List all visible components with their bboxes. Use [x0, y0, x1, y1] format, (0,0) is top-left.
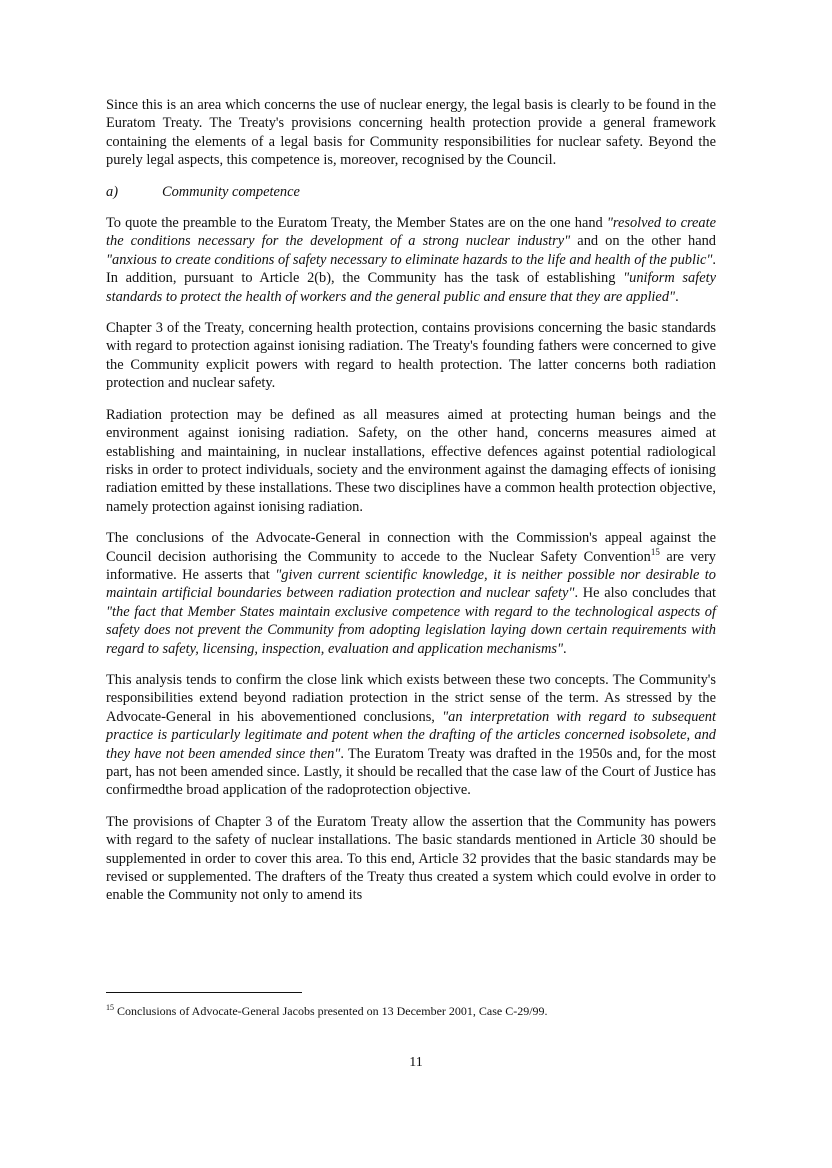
paragraph: [106, 813, 716, 905]
footnote-text: Conclusions of Advocate-General Jacobs presented on 13 December 2001, Case C-29/99.: [114, 1004, 548, 1018]
text-run: . He also concludes that: [574, 585, 716, 602]
text-run: .: [563, 640, 567, 657]
quoted-text: "an interpretation with regard to subsequent practice is particularly legitimate and potent when the drafting of the articles concerned isobsolete, and they have not been amended since then": [106, 708, 716, 762]
quoted-text: "the fact that Member States maintain exclusive competence with regard to the technological aspects of safety does not prevent the Community from adopting legislation laying down certain requirements with regard to safety, licensing, inspection, evaluation and application mechanisms": [106, 603, 716, 657]
text-run: Radiation protection may be defined as all measures aimed at protecting human beings and the environment against ionising radiation. Safety, on the other hand, concerns measures aimed at establishing and maintaining, in nuclear installations, effective defences against potential radiological risks in order to protect individuals, society and the environment against the damaging effects of ionising radiation emitted by these installations. These two disciplines have a common health protection objective, namely protection against ionising radiation.: [106, 406, 716, 515]
page-number: 11: [409, 1055, 423, 1070]
text-run: . The Euratom Treaty was drafted in the 1950s and, for the most part, has not been amended since. Lastly, it should be recalled that the case law of the Court of Justice has confirmedthe broad application of the radoprotection objective.: [106, 745, 716, 799]
footnote: [106, 1004, 726, 1019]
section-heading: [106, 183, 716, 201]
text-run: Since this is an area which concerns the use of nuclear energy, the legal basis is clearly to be found in the Euratom Treaty. The Treaty's provisions concerning health protection provide a general framework containing the elements of a legal basis for Community responsibilities for nuclear safety. Beyond the purely legal aspects, this competence is, moreover, recognised by the Council.: [106, 97, 716, 169]
footnote-separator: [106, 992, 302, 993]
quoted-text: "anxious to create conditions of safety necessary to eliminate hazards to the life and health of the public": [106, 251, 713, 268]
footnote-reference: 15: [650, 546, 660, 557]
paragraph: [106, 96, 716, 170]
text-run: Chapter 3 of the Treaty, concerning health protection, contains provisions concerning the basic standards with regard to protection against ionising radiation. The Treaty's founding fathers were concerned to give the Community explicit powers with regard to health protection. The latter concerns both radiation protection and nuclear safety.: [106, 320, 716, 392]
paragraph: [106, 319, 716, 393]
quoted-text: "given current scientific knowledge, it is neither possible nor desirable to maintain artificial boundaries between radiation protection and nuclear safety": [106, 566, 716, 602]
quoted-text: "resolved to create the conditions necessary for the development of a strong nuclear industry": [106, 215, 716, 250]
footnote-marker: 15: [106, 1003, 114, 1012]
text-run: To quote the preamble to the Euratom Treaty, the Member States are on the one hand: [106, 215, 607, 232]
paragraph: [106, 406, 716, 516]
section-title: Community competence: [162, 183, 300, 200]
text-run: . In addition, pursuant to Article 2(b), the Community has the task of establishing: [106, 251, 716, 287]
text-run: are very informative. He asserts that: [106, 548, 716, 583]
paragraph: [106, 529, 716, 658]
paragraph: [106, 671, 716, 800]
text-run: The provisions of Chapter 3 of the Euratom Treaty allow the assertion that the Community has powers with regard to the safety of nuclear installations. The basic standards mentioned in Article 30 should be supplemented in order to cover this area. To this end, Article 32 provides that the basic standards may be revised or supplemented. The drafters of the Treaty thus created a system which could evolve in order to enable the Community not only to amend its: [106, 813, 716, 904]
text-run: and on the other hand: [570, 233, 716, 250]
paragraph: [106, 214, 716, 306]
body-text: [106, 96, 716, 918]
text-run: .: [675, 288, 679, 305]
section-number: a): [106, 183, 118, 200]
text-run: The conclusions of the Advocate-General in connection with the Commission's appeal against the Council decision authorising the Community to accede to the Nuclear Safety Convention: [106, 530, 716, 565]
quoted-text: "uniform safety standards to protect the health of workers and the general public and ensure that they are applied": [106, 270, 716, 305]
text-run: This analysis tends to confirm the close link which exists between these two concepts. The Community's responsibilities extend beyond radiation protection in the strict sense of the term. As stressed by the Advocate-General in his abovementioned conclusions,: [106, 671, 716, 725]
